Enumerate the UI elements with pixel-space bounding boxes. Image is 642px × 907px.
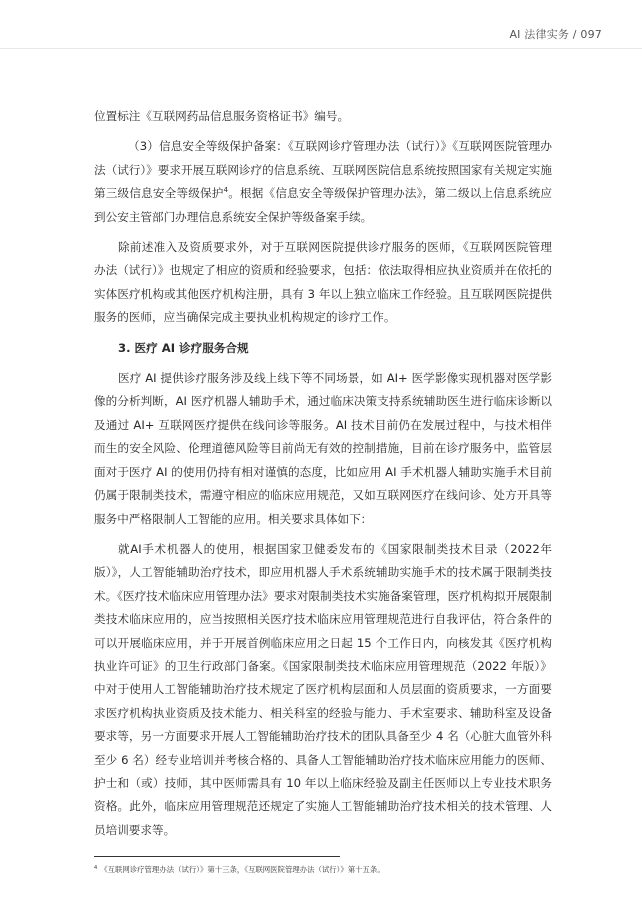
- paragraph-gap: [94, 229, 552, 236]
- header-divider: [0, 48, 642, 49]
- footnote-marker: 4: [94, 864, 98, 871]
- footnote-reference[interactable]: 4: [223, 186, 229, 195]
- paragraph-4: 医疗 AI 提供诊疗服务涉及线上线下等不同场景，如 AI+ 医学影像实现机器对医学影像的分析判断，AI 医疗机器人辅助手术，通过临床决策支持系统辅助医生进行临床诊断以及通过 AI+ 互联网医疗提供在线问诊等服务。AI 技术目前仍在发展过程中，与技术相伴而生的安全风险、伦理道德风险等目前尚无有效的控制措施，目前在诊疗服务中，监管层面对于医疗 AI 的使用仍持有相对谨慎的态度，比如应用 AI 手术机器人辅助实施手术目前仍属于限制类技术，需遵守相应的临床应用规范，又如互联网医疗在线问诊、处方开具等服务中严格限制人工智能的应用。相关要求具体如下：: [94, 371, 552, 526]
- running-header: AI 法律实务 / 097: [509, 28, 602, 41]
- paragraph-2-part-a: （3）信息安全等级保护备案：《互联网诊疗管理办法（试行）》《互联网医院管理办法（试行）》要求开展互联网诊疗的信息系统、互联网医院信息系统按照国家有关规定实施第三级信息安全等级保护: [94, 139, 552, 201]
- paragraph-3: 除前述准入及资质要求外，对于互联网医院提供诊疗服务的医师，《互联网医院管理办法（试行）》也规定了相应的资质和经验要求，包括：依法取得相应执业资质并在依托的实体医疗机构或其他医疗机构注册，具有 3 年以上独立临床工作经验。且互联网医院提供服务的医师，应当确保完成主要执业机构规定的诊疗工作。: [94, 240, 552, 325]
- footnote: [94, 864, 564, 875]
- paragraph-2-part-b: 。根据《信息安全等级保护管理办法》，第二级以上信息系统应到公安主管部门办理信息系统安全保护等级备案手续。: [94, 186, 552, 224]
- page-body: [94, 105, 552, 842]
- paragraph-5: 就AI手术机器人的使用，根据国家卫健委发布的《国家限制类技术目录（2022年版）》，人工智能辅助治疗技术，即应用机器人手术系统辅助实施手术的技术属于限制类技术。《医疗技术临床应用管理办法》要求对限制类技术实施备案管理，医疗机构拟开展限制类技术临床应用的，应当按照相关医疗技术临床应用管理规范进行自我评估，符合条件的可以开展临床应用，并于开展首例临床应用之日起 15 个工作日内，向核发其《医疗机构执业许可证》的卫生行政部门备案。《国家限制类技术临床应用管理规范（2022 年版）》中对于使用人工智能辅助治疗技术规定了医疗机构层面和人员层面的资质要求，一方面要求医疗机构执业资质及技术能力、相关科室的经验与能力、手术室要求、辅助科室及设备要求等，另一方面要求开展人工智能辅助治疗技术的团队具备至少 4 名（心脏大血管外科至少 6 名）经专业培训并考核合格的、具备人工智能辅助治疗技术临床应用能力的医师、护士和（或）技师，其中医师需具有 10 年以上临床经验及副主任医师以上专业技术职务资格。此外，临床应用管理规范还规定了实施人工智能辅助治疗技术相关的技术管理、人员培训要求等。: [94, 541, 552, 837]
- paragraph-2: [94, 135, 552, 229]
- paragraph-gap: [94, 360, 552, 367]
- paragraph-gap: [94, 128, 552, 135]
- footnote-divider: [94, 856, 340, 857]
- footnote-text: 《互联网诊疗管理办法（试行）》第十三条，《互联网医院管理办法（试行）》第十五条。: [100, 865, 385, 874]
- paragraph-gap: [94, 330, 552, 337]
- paragraph-gap: [94, 531, 552, 538]
- section-heading: 3. 医疗 AI 诊疗服务合规: [118, 340, 249, 355]
- paragraph-1: 位置标注《互联网药品信息服务资格证书》编号。: [94, 109, 350, 123]
